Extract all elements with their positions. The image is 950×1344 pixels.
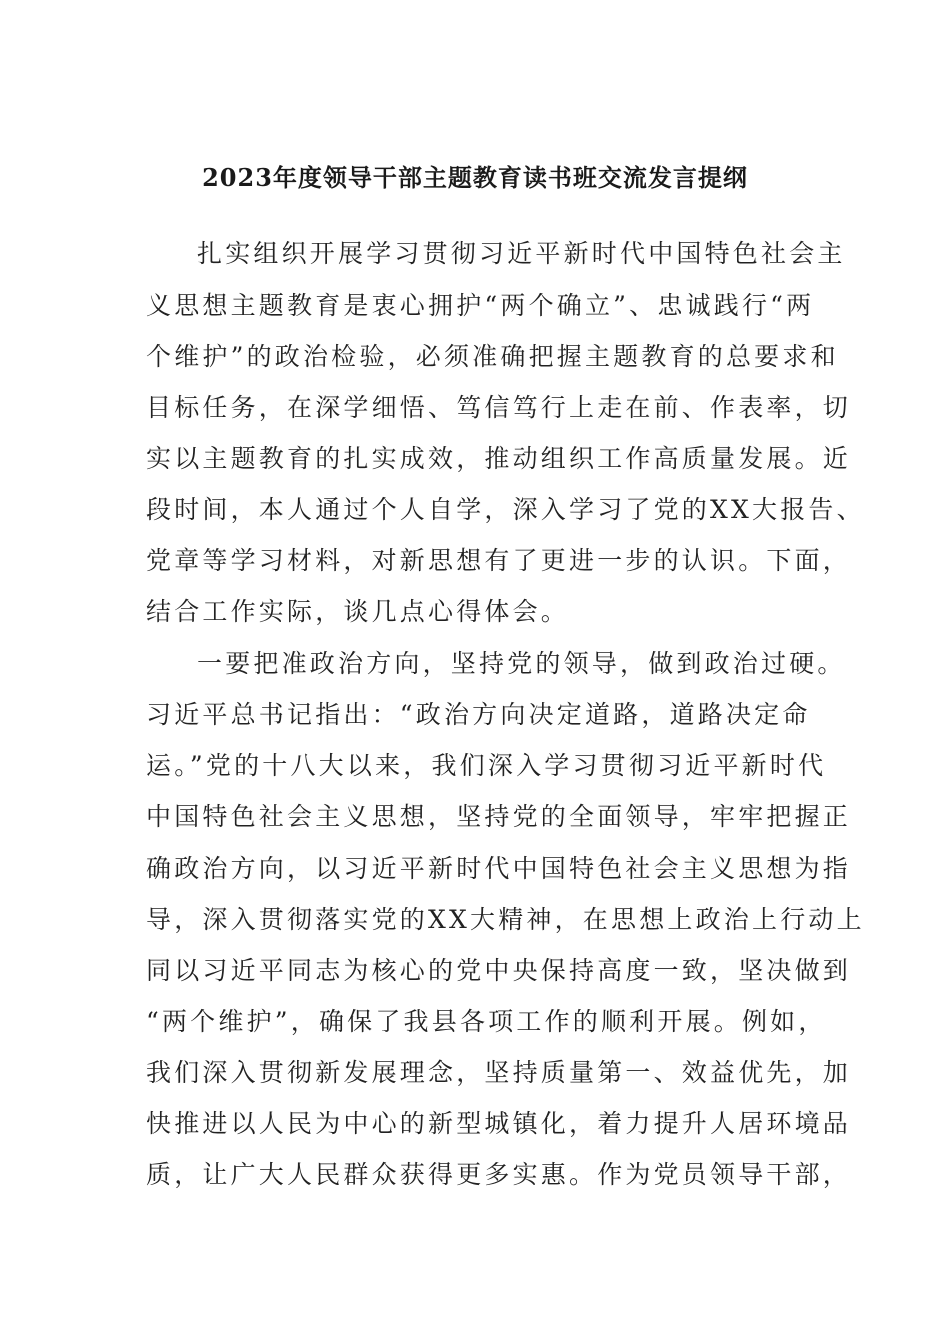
paragraph-line: 质，让广大人民群众获得更多实惠。作为党员领导干部， [146,1160,852,1189]
paragraph-line: 实以主题教育的扎实成效，推动组织工作高质量发展。近 [146,444,852,473]
paragraph-line: 习近平总书记指出：“政治方向决定道路，道路决定命 [146,700,811,729]
paragraph-line: 导，深入贯彻落实党的XX大精神，在思想上政治上行动上 [146,905,865,934]
paragraph-line: 党章等学习材料，对新思想有了更进一步的认识。下面， [146,546,852,575]
paragraph-line: “两个维护”，确保了我县各项工作的顺利开展。例如， [146,1007,827,1036]
paragraph-line: 义思想主题教育是衷心拥护“两个确立”、忠诚践行“两 [146,291,815,320]
paragraph-line: 快推进以人民为中心的新型城镇化，着力提升人居环境品 [146,1109,852,1138]
paragraph-line: 个维护”的政治检验，必须准确把握主题教育的总要求和 [146,342,839,371]
paragraph-line: 我们深入贯彻新发展理念，坚持质量第一、效益优先，加 [146,1058,852,1087]
document-title: 2023年度领导干部主题教育读书班交流发言提纲 [202,163,748,192]
paragraph-line: 确政治方向，以习近平新时代中国特色社会主义思想为指 [146,854,852,883]
paragraph-line: 同以习近平同志为核心的党中央保持高度一致，坚决做到 [146,956,852,985]
paragraph-line: 目标任务，在深学细悟、笃信笃行上走在前、作表率，切 [146,393,852,422]
paragraph-line: 结合工作实际，谈几点心得体会。 [146,597,570,626]
paragraph-line: 一要把准政治方向，坚持党的领导，做到政治过硬。 [197,649,846,678]
paragraph-line: 段时间，本人通过个人自学，深入学习了党的XX大报告、 [146,495,865,524]
paragraph-line: 中国特色社会主义思想，坚持党的全面领导，牢牢把握正 [146,802,852,831]
paragraph-line: 运。”党的十八大以来，我们深入学习贯彻习近平新时代 [146,751,827,780]
paragraph-line: 扎实组织开展学习贯彻习近平新时代中国特色社会主 [197,239,846,268]
